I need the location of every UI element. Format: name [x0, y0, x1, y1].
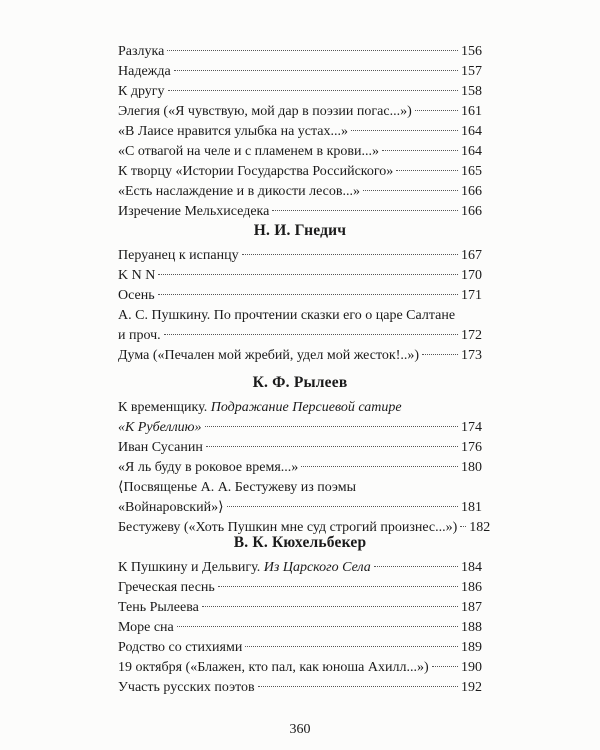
toc-entry-title: Тень Рылеева: [118, 600, 199, 615]
toc-page-number: 182: [469, 520, 491, 535]
toc-entry-title: К Пушкину и Дельвигу.: [118, 560, 261, 575]
toc-entry[interactable]: [118, 638, 482, 658]
toc-entry-title: Бестужеву («Хоть Пушкин мне суд строгий произнес...»): [118, 520, 458, 535]
toc-entry[interactable]: [118, 458, 482, 478]
toc-entry-title: К творцу «Истории Государства Российского»: [118, 164, 394, 179]
toc-section-continued: [118, 42, 482, 222]
toc-page-number: 181: [461, 500, 482, 515]
toc-entry-title: Осень: [118, 288, 155, 303]
toc-page-number: 172: [461, 328, 482, 343]
toc-entry-title: «В Лаисе нравится улыбка на устах...»: [118, 124, 349, 139]
author-heading-kuchelbecker: В. К. Кюхельбекер: [233, 534, 367, 551]
dot-leader: [396, 170, 458, 171]
toc-entry-subtitle: Подражание Персиевой сатире: [210, 400, 402, 415]
toc-entry[interactable]: [118, 266, 482, 286]
dot-leader: [158, 274, 458, 275]
dot-leader: [174, 70, 458, 71]
dot-leader: [177, 626, 458, 627]
toc-page-number: 166: [461, 204, 482, 219]
dot-leader: [245, 646, 458, 647]
toc-page-number: 176: [461, 440, 482, 455]
author-heading-gnedich: Н. И. Гнедич: [253, 222, 347, 239]
toc-entry-title: Участь русских поэтов: [118, 680, 255, 695]
dot-leader: [206, 446, 458, 447]
toc-entry-title: «К Рубеллию»: [118, 420, 202, 435]
dot-leader: [432, 666, 458, 667]
toc-entry-title: Родство со стихиями: [118, 640, 243, 655]
toc-entry[interactable]: [118, 558, 482, 578]
dot-leader: [374, 566, 458, 567]
toc-entry-title-line: А. С. Пушкину. По прочтении сказки его о царе Салтане: [118, 308, 456, 323]
toc-entry-subtitle: Из Царского Села: [263, 560, 371, 575]
toc-entry[interactable]: [118, 678, 482, 698]
dot-leader: [422, 354, 458, 355]
toc-entry[interactable]: [118, 202, 482, 222]
dot-leader: [205, 426, 458, 427]
dot-leader: [227, 506, 458, 507]
toc-page-number: 166: [461, 184, 482, 199]
author-heading-ryleev: К. Ф. Рылеев: [252, 374, 348, 391]
toc-entry-title: Перуанец к испанцу: [118, 248, 239, 263]
toc-entry[interactable]: [118, 42, 482, 62]
toc-page-number: 192: [461, 680, 482, 695]
dot-leader: [301, 466, 458, 467]
toc-entry[interactable]: [118, 598, 482, 618]
dot-leader: [158, 294, 458, 295]
dot-leader: [242, 254, 458, 255]
toc-entry[interactable]: [118, 62, 482, 82]
toc-section-ryleev: [118, 398, 491, 538]
toc-entry-title: K N N: [118, 268, 156, 283]
toc-entry-title: «Есть наслаждение и в дикости лесов...»: [118, 184, 360, 199]
toc-page-number: 161: [461, 104, 482, 119]
toc-entry[interactable]: [118, 618, 482, 638]
dot-leader: [272, 210, 458, 211]
dot-leader: [382, 150, 458, 151]
toc-entry-title: Дума («Печален мой жребий, удел мой жесток!..»): [118, 348, 420, 363]
toc-page-number: 157: [461, 64, 482, 79]
dot-leader: [167, 50, 458, 51]
toc-page-number: 187: [461, 600, 482, 615]
toc-entry-title: Элегия («Я чувствую, мой дар в поэзии погас...»): [118, 104, 412, 119]
toc-entry[interactable]: [118, 102, 482, 122]
toc-section-gnedich: [118, 246, 482, 366]
dot-leader: [415, 110, 458, 111]
toc-entry-title: «Я ль буду в роковое время...»: [118, 460, 299, 475]
toc-page-number: 190: [461, 660, 482, 675]
toc-page-number: 180: [461, 460, 482, 475]
toc-entry[interactable]: [118, 246, 482, 266]
toc-entry[interactable]: [118, 162, 482, 182]
toc-entry[interactable]: [118, 122, 482, 142]
dot-leader: [164, 334, 458, 335]
toc-page-number: 164: [461, 144, 482, 159]
toc-entry[interactable]: [118, 438, 482, 458]
toc-entry[interactable]: [118, 346, 482, 366]
toc-entry-title: Иван Сусанин: [118, 440, 203, 455]
toc-section-kuchelbecker: [118, 558, 482, 698]
toc-entry[interactable]: [118, 286, 482, 306]
toc-entry-title: 19 октября («Блажен, кто пал, как юноша Ахилл...»): [118, 660, 429, 675]
toc-entry[interactable]: [118, 578, 482, 598]
toc-entry[interactable]: [118, 142, 482, 162]
toc-entry-title: «Войнаровский»⟩: [118, 500, 224, 515]
toc-entry[interactable]: [118, 478, 482, 518]
dot-leader: [351, 130, 458, 131]
toc-entry[interactable]: [118, 398, 482, 438]
toc-page-number: 186: [461, 580, 482, 595]
toc-page-number: 171: [461, 288, 482, 303]
toc-page-number: 156: [461, 44, 482, 59]
toc-entry-title-line: ⟨Посвященье А. А. Бестужеву из поэмы: [118, 480, 357, 495]
dot-leader: [460, 526, 466, 527]
page-number-footer: 360: [289, 722, 311, 737]
toc-entry-title: Изречение Мельхиседека: [118, 204, 270, 219]
dot-leader: [168, 90, 458, 91]
toc-page-number: 188: [461, 620, 482, 635]
toc-entry-title: Разлука: [118, 44, 165, 59]
toc-page-number: 184: [461, 560, 482, 575]
toc-page-number: 167: [461, 248, 482, 263]
toc-entry-title: и проч.: [118, 328, 161, 343]
dot-leader: [218, 586, 458, 587]
toc-entry[interactable]: [118, 182, 482, 202]
toc-page-number: 189: [461, 640, 482, 655]
toc-page-number: 173: [461, 348, 482, 363]
toc-entry-title: «С отвагой на челе и с пламенем в крови...»: [118, 144, 380, 159]
toc-page-number: 174: [461, 420, 482, 435]
toc-entry-title: Море сна: [118, 620, 174, 635]
toc-page-number: 170: [461, 268, 482, 283]
toc-page-number: 158: [461, 84, 482, 99]
toc-entry[interactable]: [118, 306, 482, 346]
toc-entry[interactable]: [118, 82, 482, 102]
dot-leader: [202, 606, 458, 607]
toc-entry-title: Греческая песнь: [118, 580, 215, 595]
toc-entry[interactable]: [118, 658, 482, 678]
dot-leader: [258, 686, 458, 687]
toc-entry-title-line: К временщику.: [118, 400, 208, 415]
toc-page-number: 165: [461, 164, 482, 179]
toc-entry-title: К другу: [118, 84, 165, 99]
dot-leader: [363, 190, 458, 191]
toc-page-number: 164: [461, 124, 482, 139]
toc-entry-title: Надежда: [118, 64, 171, 79]
